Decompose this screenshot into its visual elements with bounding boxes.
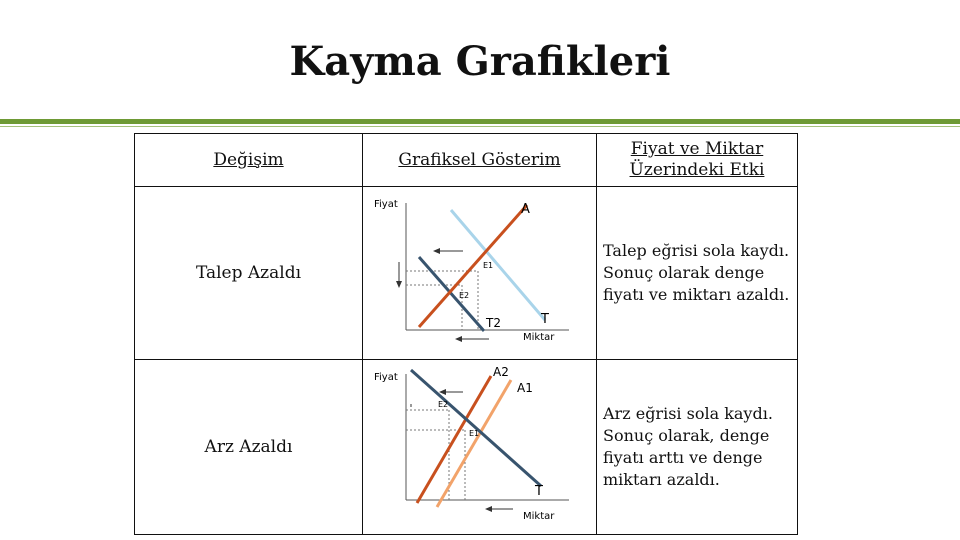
demand-shift-arrow-head [433,248,440,254]
supply-shift-diagram [363,360,597,530]
graph-demand-decrease [363,187,597,360]
price-drop-arrow-head [396,281,402,288]
x-axis-label: Miktar [523,332,555,343]
supply-label: A [521,202,530,217]
demand-curve-new [419,257,484,331]
header-graph: Grafiksel Gösterim [363,134,597,187]
y-axis-label: Fiyat [374,199,398,210]
slide-title: Kayma Grafikleri [289,38,671,85]
demand-curve-old [451,210,545,320]
supply-new-label: A2 [493,365,509,379]
y-axis-label: Fiyat [374,372,398,383]
supply-old-label: A1 [517,381,533,395]
shift-arrow-x-head [455,336,462,342]
row-label-supply-decrease: Arz Azaldı [135,360,363,535]
eq-old-label: E1 [469,429,480,438]
header-change: Değişim [135,134,363,187]
table-row [135,360,798,535]
title-divider-thin [0,126,960,127]
row-label-demand-decrease: Talep Azaldı [135,187,363,360]
title-divider [0,119,960,124]
demand-old-label: T [541,312,549,327]
table-header-row [135,134,798,187]
x-axis-label: Miktar [523,511,555,522]
shift-arrow-x-head [485,506,492,512]
graph-supply-decrease [363,360,597,535]
eq-new-label: E2 [438,400,449,409]
demand-new-label: T2 [486,316,501,330]
table-row [135,187,798,360]
eq-old-label: E1 [483,261,494,270]
header-effect: Fiyat ve Miktar Üzerindeki Etki [597,134,798,187]
effect-supply-decrease: Arz eğrisi sola kaydı. Sonuç olarak, denge fiyatı arttı ve denge miktarı azaldı. [597,360,798,535]
supply-curve-new [417,376,491,503]
supply-curve [419,205,527,327]
shift-table [134,133,798,535]
eq-new-label: E2 [459,291,470,300]
effect-demand-decrease: Talep eğrisi sola kaydı. Sonuç olarak denge fiyatı ve miktarı azaldı. [597,187,798,360]
demand-label: T [535,484,543,499]
demand-shift-diagram [363,187,597,355]
